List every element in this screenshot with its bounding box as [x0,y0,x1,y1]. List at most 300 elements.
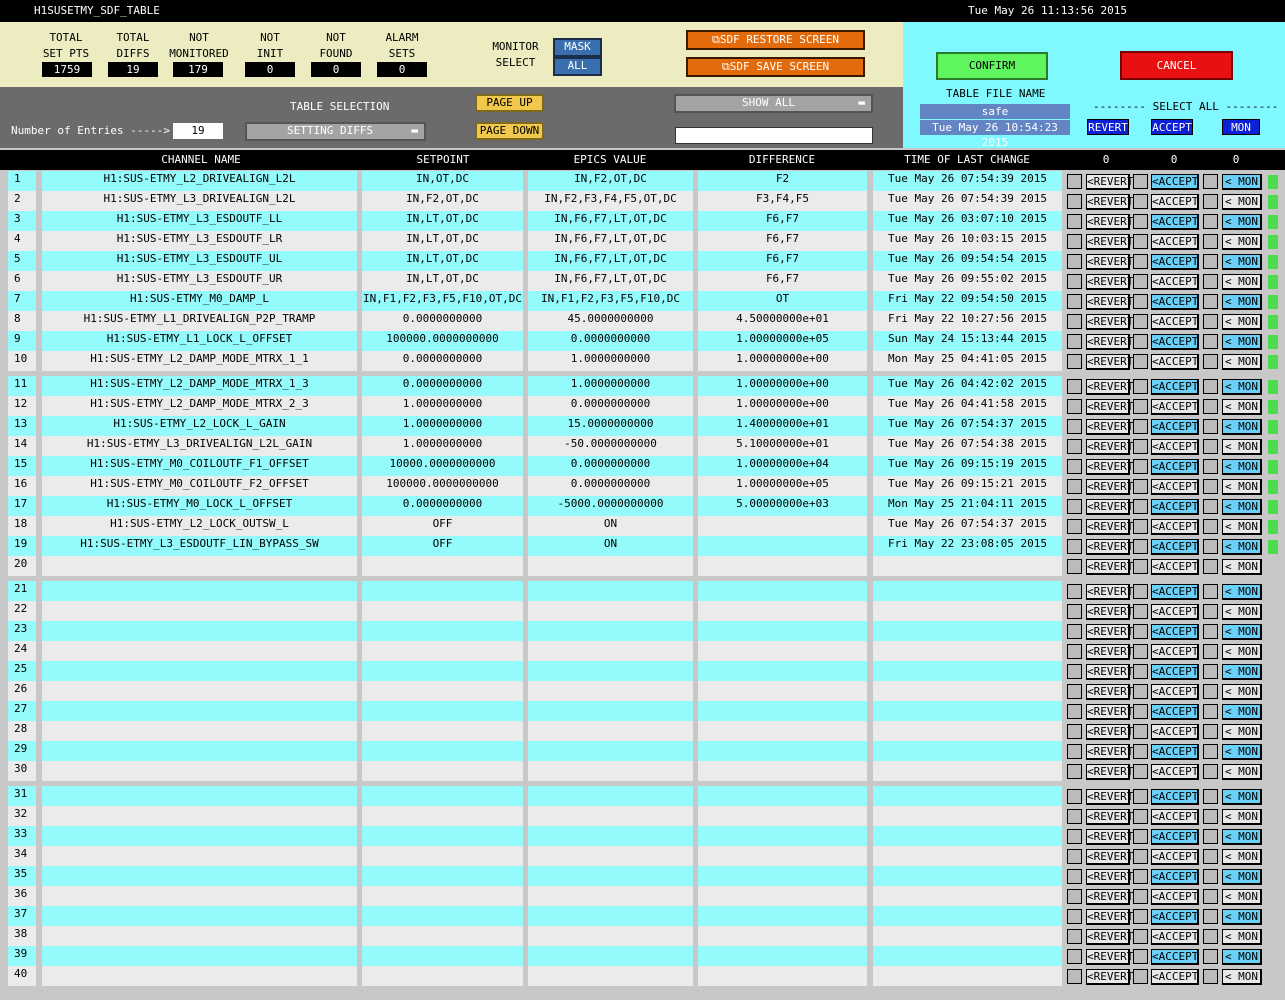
accept-button[interactable]: <ACCEPT [1152,520,1199,533]
revert-checkbox[interactable] [1067,889,1082,904]
revert-button[interactable]: <REVERT [1087,400,1134,413]
accept-checkbox[interactable] [1133,439,1148,454]
accept-checkbox[interactable] [1133,274,1148,289]
mon-button[interactable]: < MON [1222,929,1262,945]
mon-button[interactable]: < MON [1222,664,1262,680]
revert-button[interactable]: <REVERT [1087,725,1134,738]
accept-button[interactable]: <ACCEPT [1152,440,1199,453]
revert-checkbox[interactable] [1067,664,1082,679]
revert-button[interactable]: <REVERT [1087,480,1134,493]
revert-button[interactable]: <REVERT [1087,790,1134,803]
accept-button[interactable]: <ACCEPT [1152,790,1199,803]
revert-checkbox[interactable] [1067,379,1082,394]
revert-checkbox[interactable] [1067,479,1082,494]
revert-button[interactable]: <REVERT [1087,560,1134,573]
mon-button[interactable]: < MON [1222,789,1262,805]
revert-button[interactable]: <REVERT [1087,950,1134,963]
setpoint-value [362,741,523,761]
mon-button[interactable]: < MON [1222,314,1262,330]
mon-button[interactable]: < MON [1222,949,1262,965]
mon-button[interactable]: < MON [1222,744,1262,760]
accept-checkbox[interactable] [1133,174,1148,189]
revert-button[interactable]: <REVERT [1087,335,1134,348]
revert-button[interactable]: <REVERT [1087,540,1134,553]
mon-button[interactable]: < MON [1222,214,1262,230]
revert-checkbox[interactable] [1067,849,1082,864]
monitor-select-label: MONITOR SELECT [492,40,539,69]
accept-button[interactable]: <ACCEPT [1152,420,1199,433]
accept-button[interactable]: <ACCEPT [1152,625,1199,638]
page-down-button[interactable]: PAGE DOWN [475,122,544,140]
mask-button[interactable]: MASK [553,38,602,57]
mon-button[interactable]: < MON [1222,644,1262,660]
revert-button[interactable]: <REVERT [1087,585,1134,598]
accept-checkbox[interactable] [1133,214,1148,229]
sdf-restore-screen-button[interactable]: ⧉SDF RESTORE SCREEN [686,30,865,50]
table-row [0,376,1285,396]
revert-checkbox[interactable] [1067,419,1082,434]
mon-checkbox[interactable] [1203,809,1218,824]
mon-checkbox[interactable] [1203,584,1218,599]
mon-button[interactable]: < MON [1222,559,1262,575]
mon-checkbox[interactable] [1203,499,1218,514]
accept-checkbox[interactable] [1133,604,1148,619]
epics-value [528,641,693,661]
revert-button[interactable]: <REVERT [1087,645,1134,658]
mon-checkbox[interactable] [1203,399,1218,414]
revert-checkbox[interactable] [1067,459,1082,474]
accept-button[interactable]: <ACCEPT [1152,705,1199,718]
accept-button[interactable]: <ACCEPT [1152,870,1199,883]
revert-checkbox[interactable] [1067,829,1082,844]
mon-checkbox[interactable] [1203,889,1218,904]
revert-button[interactable]: <REVERT [1087,810,1134,823]
revert-button[interactable]: <REVERT [1087,705,1134,718]
time-of-last-change [873,866,1062,886]
accept-checkbox[interactable] [1133,809,1148,824]
mon-button[interactable]: < MON [1222,234,1262,250]
revert-button[interactable]: <REVERT [1087,910,1134,923]
accept-button[interactable]: <ACCEPT [1152,645,1199,658]
accept-button[interactable]: <ACCEPT [1152,275,1199,288]
accept-button[interactable]: <ACCEPT [1152,745,1199,758]
epics-value: IN,F6,F7,LT,OT,DC [528,251,693,271]
setpoint-value [362,806,523,826]
accept-checkbox[interactable] [1133,664,1148,679]
accept-checkbox[interactable] [1133,644,1148,659]
mon-checkbox[interactable] [1203,764,1218,779]
accept-button[interactable]: <ACCEPT [1152,930,1199,943]
mon-checkbox[interactable] [1203,664,1218,679]
mon-button[interactable]: < MON [1222,684,1262,700]
revert-checkbox[interactable] [1067,909,1082,924]
revert-checkbox[interactable] [1067,809,1082,824]
time-of-last-change: Sun May 24 15:13:44 2015 [873,331,1062,351]
channel-name [42,681,357,701]
revert-checkbox[interactable] [1067,399,1082,414]
revert-button[interactable]: <REVERT [1087,460,1134,473]
all-button[interactable]: ALL [553,57,602,76]
mon-button[interactable]: < MON [1222,459,1262,475]
revert-button[interactable]: <REVERT [1087,255,1134,268]
mon-button[interactable]: < MON [1222,604,1262,620]
mon-checkbox[interactable] [1203,174,1218,189]
revert-checkbox[interactable] [1067,314,1082,329]
header-mon-count: 0 [1232,153,1240,166]
mon-button[interactable]: < MON [1222,539,1262,555]
revert-button[interactable]: <REVERT [1087,500,1134,513]
accept-button[interactable]: <ACCEPT [1152,400,1199,413]
status-indicator [1268,440,1278,454]
revert-checkbox[interactable] [1067,174,1082,189]
mon-checkbox[interactable] [1203,254,1218,269]
revert-button[interactable]: <REVERT [1087,315,1134,328]
mon-button[interactable]: < MON [1222,909,1262,925]
revert-button[interactable]: <REVERT [1087,380,1134,393]
accept-button[interactable]: <ACCEPT [1152,910,1199,923]
status-indicator [1268,500,1278,514]
revert-checkbox[interactable] [1067,214,1082,229]
mon-button[interactable]: < MON [1222,379,1262,395]
channel-name [42,701,357,721]
accept-checkbox[interactable] [1133,684,1148,699]
accept-button[interactable]: <ACCEPT [1152,765,1199,778]
time-of-last-change [873,601,1062,621]
revert-button[interactable]: <REVERT [1087,850,1134,863]
revert-button[interactable]: <REVERT [1087,355,1134,368]
accept-checkbox[interactable] [1133,559,1148,574]
mon-button[interactable]: < MON [1222,724,1262,740]
accept-button[interactable]: <ACCEPT [1152,480,1199,493]
accept-button[interactable]: <ACCEPT [1152,315,1199,328]
mon-button[interactable]: < MON [1222,969,1262,985]
accept-button[interactable]: <ACCEPT [1152,950,1199,963]
revert-button[interactable]: <REVERT [1087,890,1134,903]
revert-button[interactable]: <REVERT [1087,520,1134,533]
row-number: 4 [8,231,36,251]
revert-button[interactable]: <REVERT [1087,625,1134,638]
channel-name: H1:SUS-ETMY_L3_DRIVEALIGN_L2L [42,191,357,211]
setpoint-value [362,886,523,906]
accept-checkbox[interactable] [1133,744,1148,759]
revert-button[interactable]: <REVERT [1087,440,1134,453]
mon-button[interactable]: < MON [1222,499,1262,515]
table-row [0,536,1285,556]
setpoint-value [362,786,523,806]
accept-button[interactable]: <ACCEPT [1152,235,1199,248]
mon-checkbox[interactable] [1203,869,1218,884]
revert-button[interactable]: <REVERT [1087,215,1134,228]
mon-checkbox[interactable] [1203,909,1218,924]
revert-checkbox[interactable] [1067,539,1082,554]
difference-value: 1.00000000e+00 [698,396,867,416]
mon-checkbox[interactable] [1203,314,1218,329]
mon-checkbox[interactable] [1203,949,1218,964]
accept-button[interactable]: <ACCEPT [1152,255,1199,268]
mon-checkbox[interactable] [1203,829,1218,844]
accept-checkbox[interactable] [1133,354,1148,369]
accept-checkbox[interactable] [1133,929,1148,944]
revert-checkbox[interactable] [1067,334,1082,349]
accept-button[interactable]: <ACCEPT [1152,830,1199,843]
mon-button[interactable]: < MON [1222,704,1262,720]
revert-checkbox[interactable] [1067,234,1082,249]
revert-button[interactable]: <REVERT [1087,275,1134,288]
accept-button[interactable]: <ACCEPT [1152,585,1199,598]
epics-value [528,621,693,641]
accept-button[interactable]: <ACCEPT [1152,175,1199,188]
revert-checkbox[interactable] [1067,439,1082,454]
accept-checkbox[interactable] [1133,379,1148,394]
revert-button[interactable]: <REVERT [1087,830,1134,843]
accept-checkbox[interactable] [1133,194,1148,209]
revert-button[interactable]: <REVERT [1087,745,1134,758]
accept-checkbox[interactable] [1133,459,1148,474]
accept-checkbox[interactable] [1133,334,1148,349]
show-all-dropdown[interactable]: SHOW ALL ▬ [674,94,873,113]
accept-button[interactable]: <ACCEPT [1152,195,1199,208]
revert-checkbox[interactable] [1067,644,1082,659]
mon-checkbox[interactable] [1203,644,1218,659]
stat-total-setpts: 1759 [42,62,92,77]
revert-button[interactable]: <REVERT [1087,930,1134,943]
revert-button[interactable]: <REVERT [1087,235,1134,248]
revert-checkbox[interactable] [1067,869,1082,884]
mon-button[interactable]: < MON [1222,174,1262,190]
accept-checkbox[interactable] [1133,704,1148,719]
page-up-button[interactable]: PAGE UP [475,94,544,112]
revert-button[interactable]: <REVERT [1087,195,1134,208]
revert-checkbox[interactable] [1067,969,1082,984]
revert-checkbox[interactable] [1067,744,1082,759]
difference-value [698,826,867,846]
accept-checkbox[interactable] [1133,764,1148,779]
mon-checkbox[interactable] [1203,274,1218,289]
revert-checkbox[interactable] [1067,194,1082,209]
accept-checkbox[interactable] [1133,949,1148,964]
row-number: 21 [8,581,36,601]
accept-button[interactable]: <ACCEPT [1152,540,1199,553]
accept-button[interactable]: <ACCEPT [1152,380,1199,393]
mon-checkbox[interactable] [1203,604,1218,619]
accept-checkbox[interactable] [1133,419,1148,434]
revert-button[interactable]: <REVERT [1087,175,1134,188]
mon-checkbox[interactable] [1203,849,1218,864]
mon-checkbox[interactable] [1203,519,1218,534]
select-all-revert-button[interactable]: REVERT [1088,121,1128,134]
accept-button[interactable]: <ACCEPT [1152,970,1199,983]
revert-checkbox[interactable] [1067,724,1082,739]
accept-button[interactable]: <ACCEPT [1152,850,1199,863]
epics-value [528,601,693,621]
mon-checkbox[interactable] [1203,684,1218,699]
search-input[interactable] [675,127,873,144]
mon-checkbox[interactable] [1203,929,1218,944]
accept-checkbox[interactable] [1133,399,1148,414]
accept-checkbox[interactable] [1133,584,1148,599]
revert-checkbox[interactable] [1067,949,1082,964]
accept-checkbox[interactable] [1133,889,1148,904]
epics-value [528,846,693,866]
mon-checkbox[interactable] [1203,419,1218,434]
accept-checkbox[interactable] [1133,849,1148,864]
accept-checkbox[interactable] [1133,909,1148,924]
select-all-accept-button[interactable]: ACCEPT [1152,121,1192,134]
accept-checkbox[interactable] [1133,314,1148,329]
accept-checkbox[interactable] [1133,254,1148,269]
mon-checkbox[interactable] [1203,354,1218,369]
time-of-last-change: Tue May 26 09:54:54 2015 [873,251,1062,271]
mon-button[interactable]: < MON [1222,439,1262,455]
status-indicator [1268,400,1278,414]
cancel-button[interactable]: CANCEL [1120,51,1233,80]
revert-checkbox[interactable] [1067,499,1082,514]
mon-checkbox[interactable] [1203,624,1218,639]
revert-checkbox[interactable] [1067,559,1082,574]
time-of-last-change [873,886,1062,906]
mon-button[interactable]: < MON [1222,889,1262,905]
difference-value [698,906,867,926]
mon-checkbox[interactable] [1203,704,1218,719]
accept-checkbox[interactable] [1133,519,1148,534]
epics-value: 15.0000000000 [528,416,693,436]
mon-checkbox[interactable] [1203,379,1218,394]
accept-button[interactable]: <ACCEPT [1152,890,1199,903]
mon-button[interactable]: < MON [1222,584,1262,600]
mon-button[interactable]: < MON [1222,764,1262,780]
accept-checkbox[interactable] [1133,294,1148,309]
channel-name [42,721,357,741]
accept-checkbox[interactable] [1133,829,1148,844]
accept-checkbox[interactable] [1133,789,1148,804]
table-row [0,476,1285,496]
mon-button[interactable]: < MON [1222,194,1262,210]
table-selection-dropdown[interactable]: SETTING DIFFS ▬ [245,122,426,141]
revert-checkbox[interactable] [1067,519,1082,534]
mon-checkbox[interactable] [1203,459,1218,474]
accept-button[interactable]: <ACCEPT [1152,500,1199,513]
select-all-mon-button[interactable]: MON [1222,119,1260,135]
revert-checkbox[interactable] [1067,789,1082,804]
mon-button[interactable]: < MON [1222,829,1262,845]
setpoint-value [362,701,523,721]
revert-checkbox[interactable] [1067,764,1082,779]
revert-button[interactable]: <REVERT [1087,420,1134,433]
mon-checkbox[interactable] [1203,214,1218,229]
mon-checkbox[interactable] [1203,439,1218,454]
mon-button[interactable]: < MON [1222,334,1262,350]
accept-button[interactable]: <ACCEPT [1152,460,1199,473]
revert-checkbox[interactable] [1067,624,1082,639]
mon-checkbox[interactable] [1203,334,1218,349]
table-row [0,291,1285,311]
mon-button[interactable]: < MON [1222,254,1262,270]
mon-checkbox[interactable] [1203,194,1218,209]
accept-button[interactable]: <ACCEPT [1152,685,1199,698]
setpoint-value: 10000.0000000000 [362,456,523,476]
mon-button[interactable]: < MON [1222,479,1262,495]
revert-checkbox[interactable] [1067,294,1082,309]
revert-checkbox[interactable] [1067,584,1082,599]
mon-checkbox[interactable] [1203,539,1218,554]
revert-checkbox[interactable] [1067,274,1082,289]
accept-button[interactable]: <ACCEPT [1152,725,1199,738]
accept-button[interactable]: <ACCEPT [1152,295,1199,308]
accept-button[interactable]: <ACCEPT [1152,335,1199,348]
mon-button[interactable]: < MON [1222,519,1262,535]
table-row [0,661,1285,681]
accept-button[interactable]: <ACCEPT [1152,560,1199,573]
mon-button[interactable]: < MON [1222,869,1262,885]
mon-button[interactable]: < MON [1222,809,1262,825]
mon-button[interactable]: < MON [1222,294,1262,310]
revert-button[interactable]: <REVERT [1087,765,1134,778]
row-number: 1 [8,171,36,191]
mon-button[interactable]: < MON [1222,274,1262,290]
mon-checkbox[interactable] [1203,479,1218,494]
mon-checkbox[interactable] [1203,744,1218,759]
mon-button[interactable]: < MON [1222,849,1262,865]
row-number: 20 [8,556,36,576]
accept-button[interactable]: <ACCEPT [1152,605,1199,618]
accept-checkbox[interactable] [1133,869,1148,884]
epics-value: IN,F1,F2,F3,F5,F10,DC [528,291,693,311]
revert-checkbox[interactable] [1067,604,1082,619]
accept-checkbox[interactable] [1133,234,1148,249]
revert-button[interactable]: <REVERT [1087,605,1134,618]
mon-button[interactable]: < MON [1222,419,1262,435]
accept-checkbox[interactable] [1133,479,1148,494]
time-of-last-change: Tue May 26 04:42:02 2015 [873,376,1062,396]
accept-button[interactable]: <ACCEPT [1152,355,1199,368]
revert-checkbox[interactable] [1067,354,1082,369]
mon-button[interactable]: < MON [1222,354,1262,370]
confirm-button[interactable]: CONFIRM [936,52,1048,80]
revert-checkbox[interactable] [1067,684,1082,699]
revert-checkbox[interactable] [1067,254,1082,269]
setpoint-value [362,866,523,886]
setpoint-value [362,681,523,701]
mon-checkbox[interactable] [1203,294,1218,309]
difference-value [698,966,867,986]
mon-button[interactable]: < MON [1222,624,1262,640]
revert-button[interactable]: <REVERT [1087,295,1134,308]
mon-checkbox[interactable] [1203,724,1218,739]
revert-button[interactable]: <REVERT [1087,685,1134,698]
accept-checkbox[interactable] [1133,724,1148,739]
revert-button[interactable]: <REVERT [1087,970,1134,983]
accept-checkbox[interactable] [1133,969,1148,984]
accept-button[interactable]: <ACCEPT [1152,665,1199,678]
accept-checkbox[interactable] [1133,539,1148,554]
mon-checkbox[interactable] [1203,969,1218,984]
revert-button[interactable]: <REVERT [1087,665,1134,678]
revert-button[interactable]: <REVERT [1087,870,1134,883]
mon-checkbox[interactable] [1203,234,1218,249]
accept-button[interactable]: <ACCEPT [1152,215,1199,228]
accept-checkbox[interactable] [1133,624,1148,639]
revert-checkbox[interactable] [1067,929,1082,944]
mon-checkbox[interactable] [1203,789,1218,804]
mon-checkbox[interactable] [1203,559,1218,574]
accept-checkbox[interactable] [1133,499,1148,514]
accept-button[interactable]: <ACCEPT [1152,810,1199,823]
revert-checkbox[interactable] [1067,704,1082,719]
setpoint-value [362,601,523,621]
mon-button[interactable]: < MON [1222,399,1262,415]
sdf-save-screen-button[interactable]: ⧉SDF SAVE SCREEN [686,57,865,77]
epics-value: -50.0000000000 [528,436,693,456]
